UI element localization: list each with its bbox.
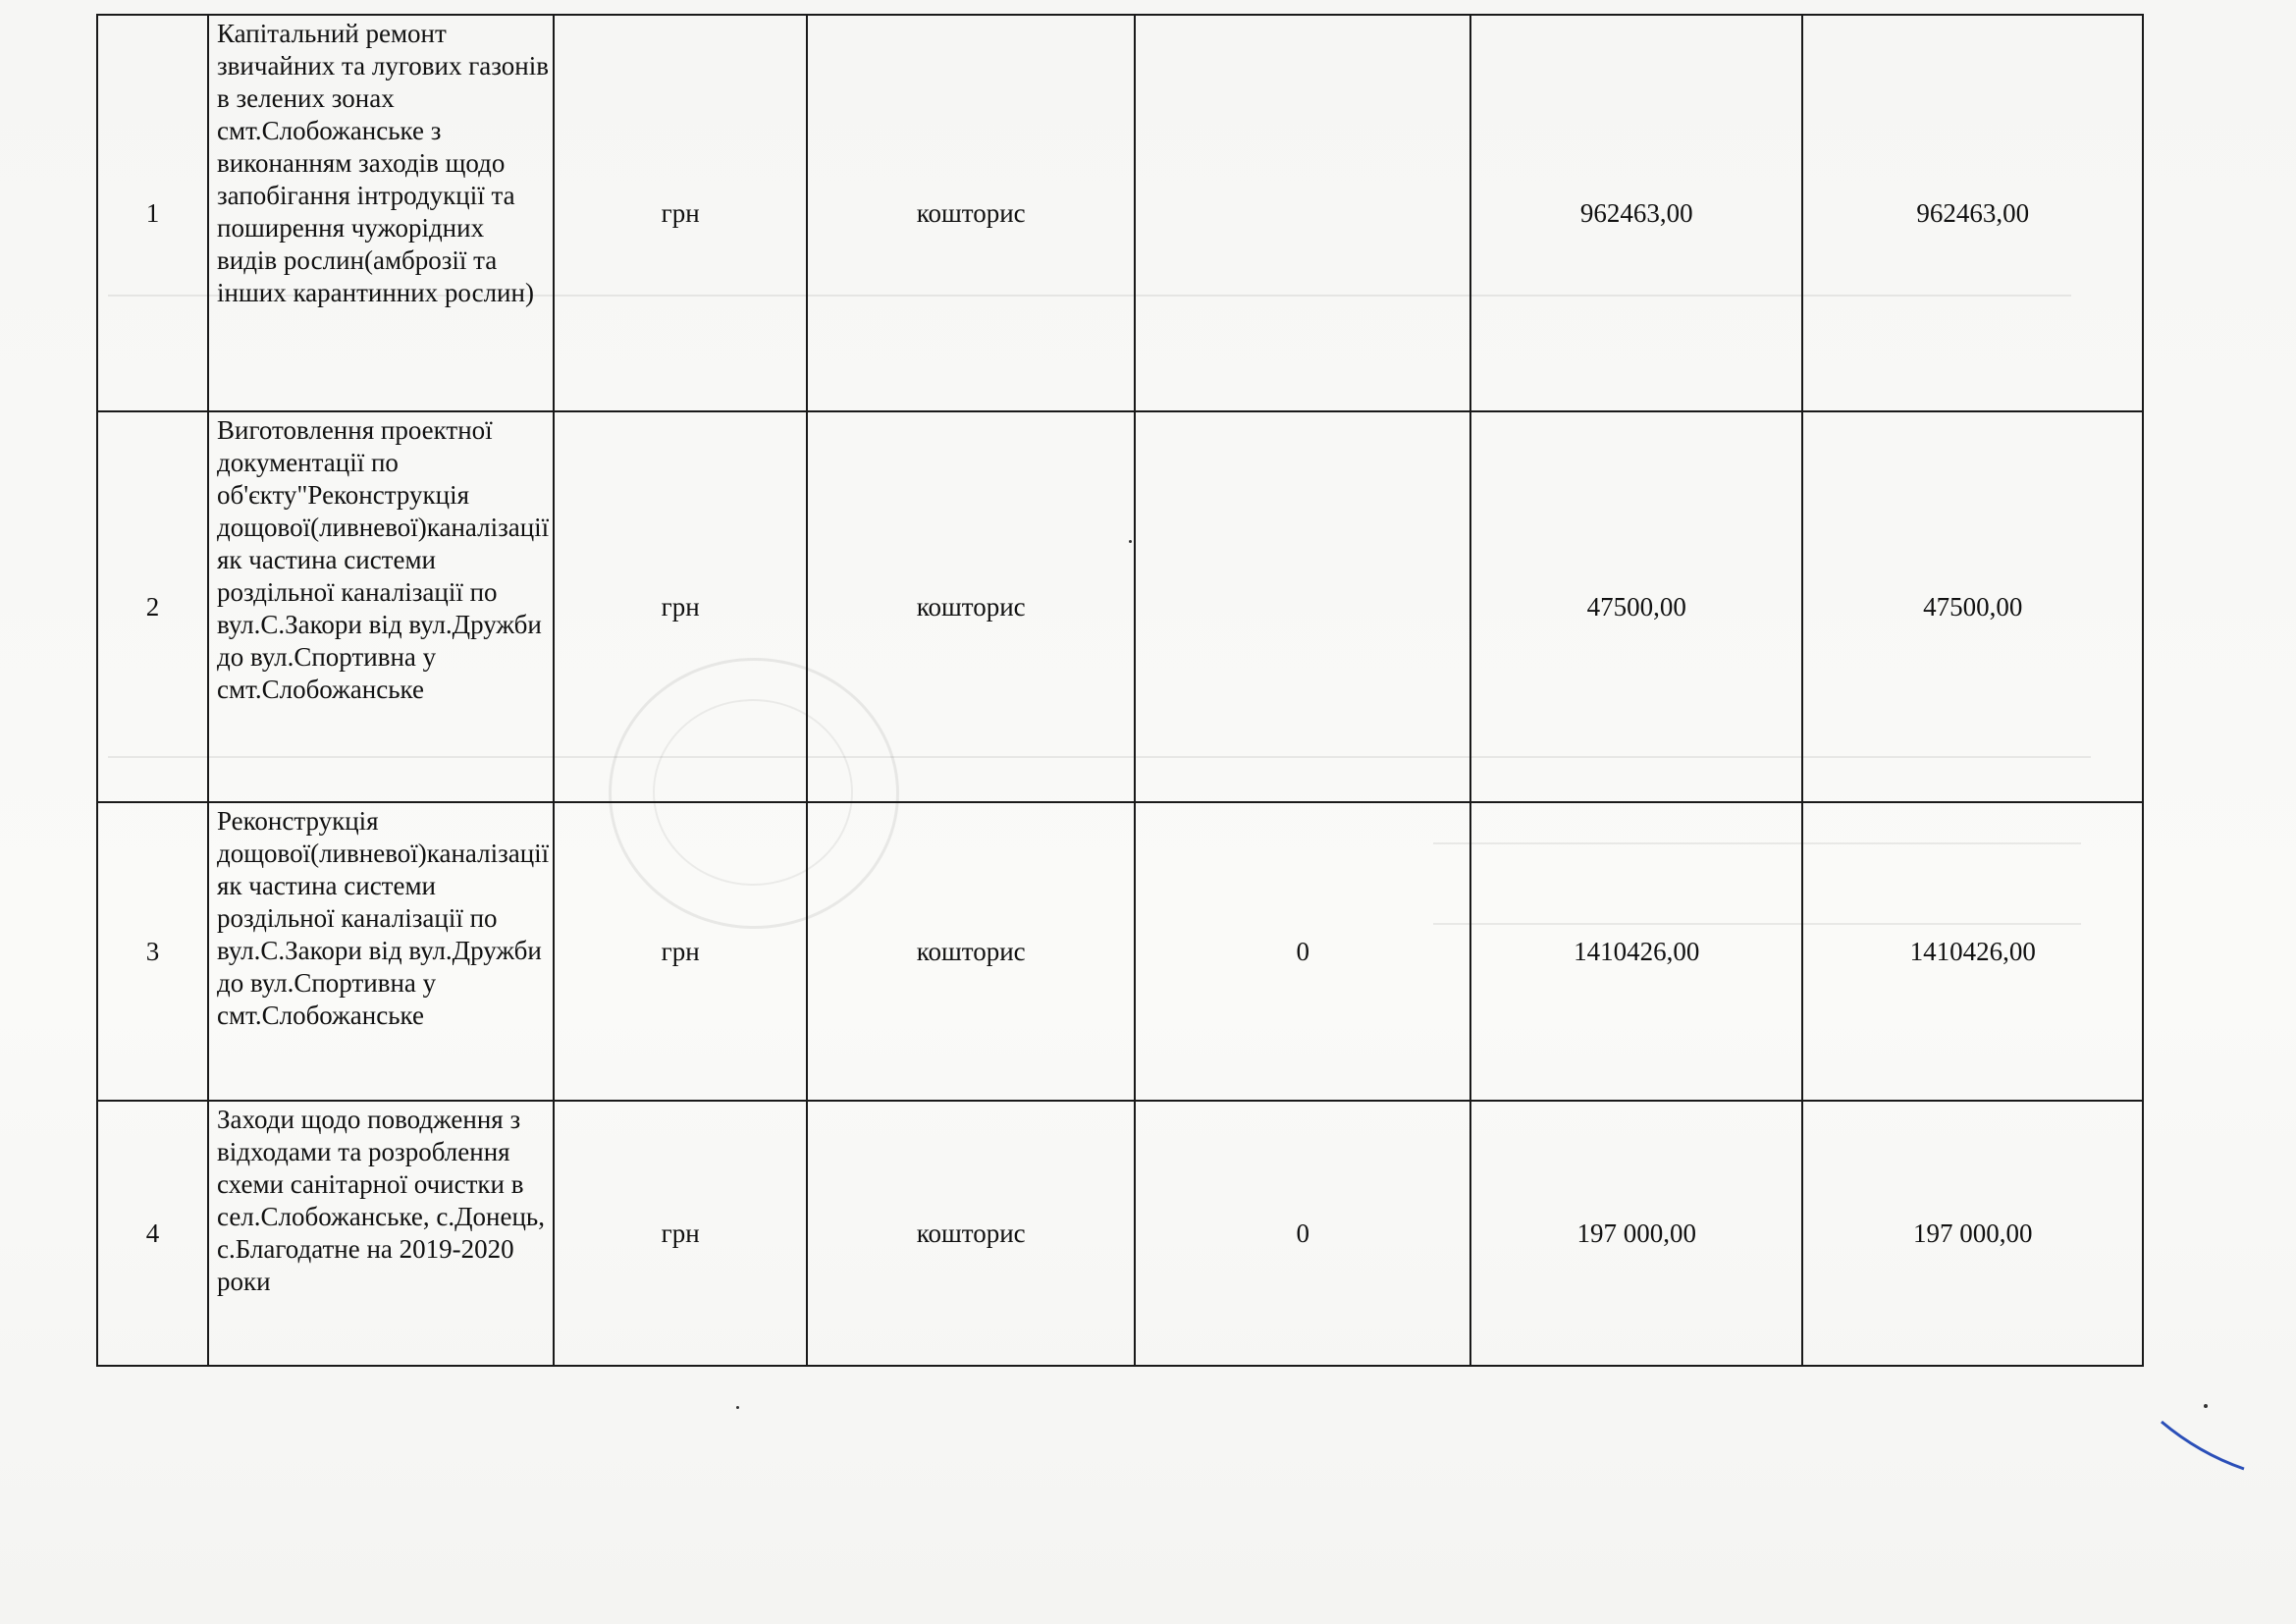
- unit-cell: грн: [554, 15, 807, 411]
- table-row: [97, 802, 2143, 1101]
- zero-cell: [1135, 15, 1470, 411]
- zero-cell: 0: [1135, 1101, 1470, 1366]
- source-cell: кошторис: [807, 15, 1135, 411]
- value-cell: 47500,00: [1470, 411, 1802, 802]
- value-cell: 962463,00: [1470, 15, 1802, 411]
- row-number: 2: [97, 411, 208, 802]
- row-number: 4: [97, 1101, 208, 1366]
- total-cell: 197 000,00: [1802, 1101, 2143, 1366]
- total-cell: 1410426,00: [1802, 802, 2143, 1101]
- source-cell: кошторис: [807, 1101, 1135, 1366]
- total-cell: 962463,00: [1802, 15, 2143, 411]
- zero-cell: 0: [1135, 802, 1470, 1101]
- unit-cell: грн: [554, 411, 807, 802]
- unit-cell: грн: [554, 802, 807, 1101]
- measure-name: Заходи щодо поводження з відходами та розроблення схеми санітарної очистки в сел.Слобожанське, с.Донець, с.Благодатне на 2019-2020 роки: [208, 1101, 554, 1366]
- source-cell: кошторис: [807, 411, 1135, 802]
- total-cell: 47500,00: [1802, 411, 2143, 802]
- speck: [736, 1406, 739, 1409]
- measure-name: Виготовлення проектної документації по об'єкту"Реконструкція дощової(ливневої)каналізації як частина системи роздільної каналізації по вул.С.Закори від вул.Дружби до вул.Спортивна у смт.Слобожанське: [208, 411, 554, 802]
- pen-stroke-icon: [2160, 1414, 2248, 1473]
- measure-name: Капітальний ремонт звичайних та лугових газонів в зелених зонах смт.Слобожанське з виконанням заходів щодо запобігання інтродукції та поширення чужорідних видів рослин(амброзії та інших карантинних рослин): [208, 15, 554, 411]
- row-number: 1: [97, 15, 208, 411]
- unit-cell: грн: [554, 1101, 807, 1366]
- zero-cell: [1135, 411, 1470, 802]
- measure-name: Реконструкція дощової(ливневої)каналізації як частина системи роздільної каналізації по вул.С.Закори від вул.Дружби до вул.Спортивна у смт.Слобожанське: [208, 802, 554, 1101]
- table-row: [97, 15, 2143, 411]
- table-row: [97, 411, 2143, 802]
- expenditure-table: [96, 14, 2144, 1367]
- speck: [2204, 1404, 2208, 1408]
- speck: [1129, 540, 1132, 543]
- table-row: [97, 1101, 2143, 1366]
- row-number: 3: [97, 802, 208, 1101]
- value-cell: 1410426,00: [1470, 802, 1802, 1101]
- source-cell: кошторис: [807, 802, 1135, 1101]
- value-cell: 197 000,00: [1470, 1101, 1802, 1366]
